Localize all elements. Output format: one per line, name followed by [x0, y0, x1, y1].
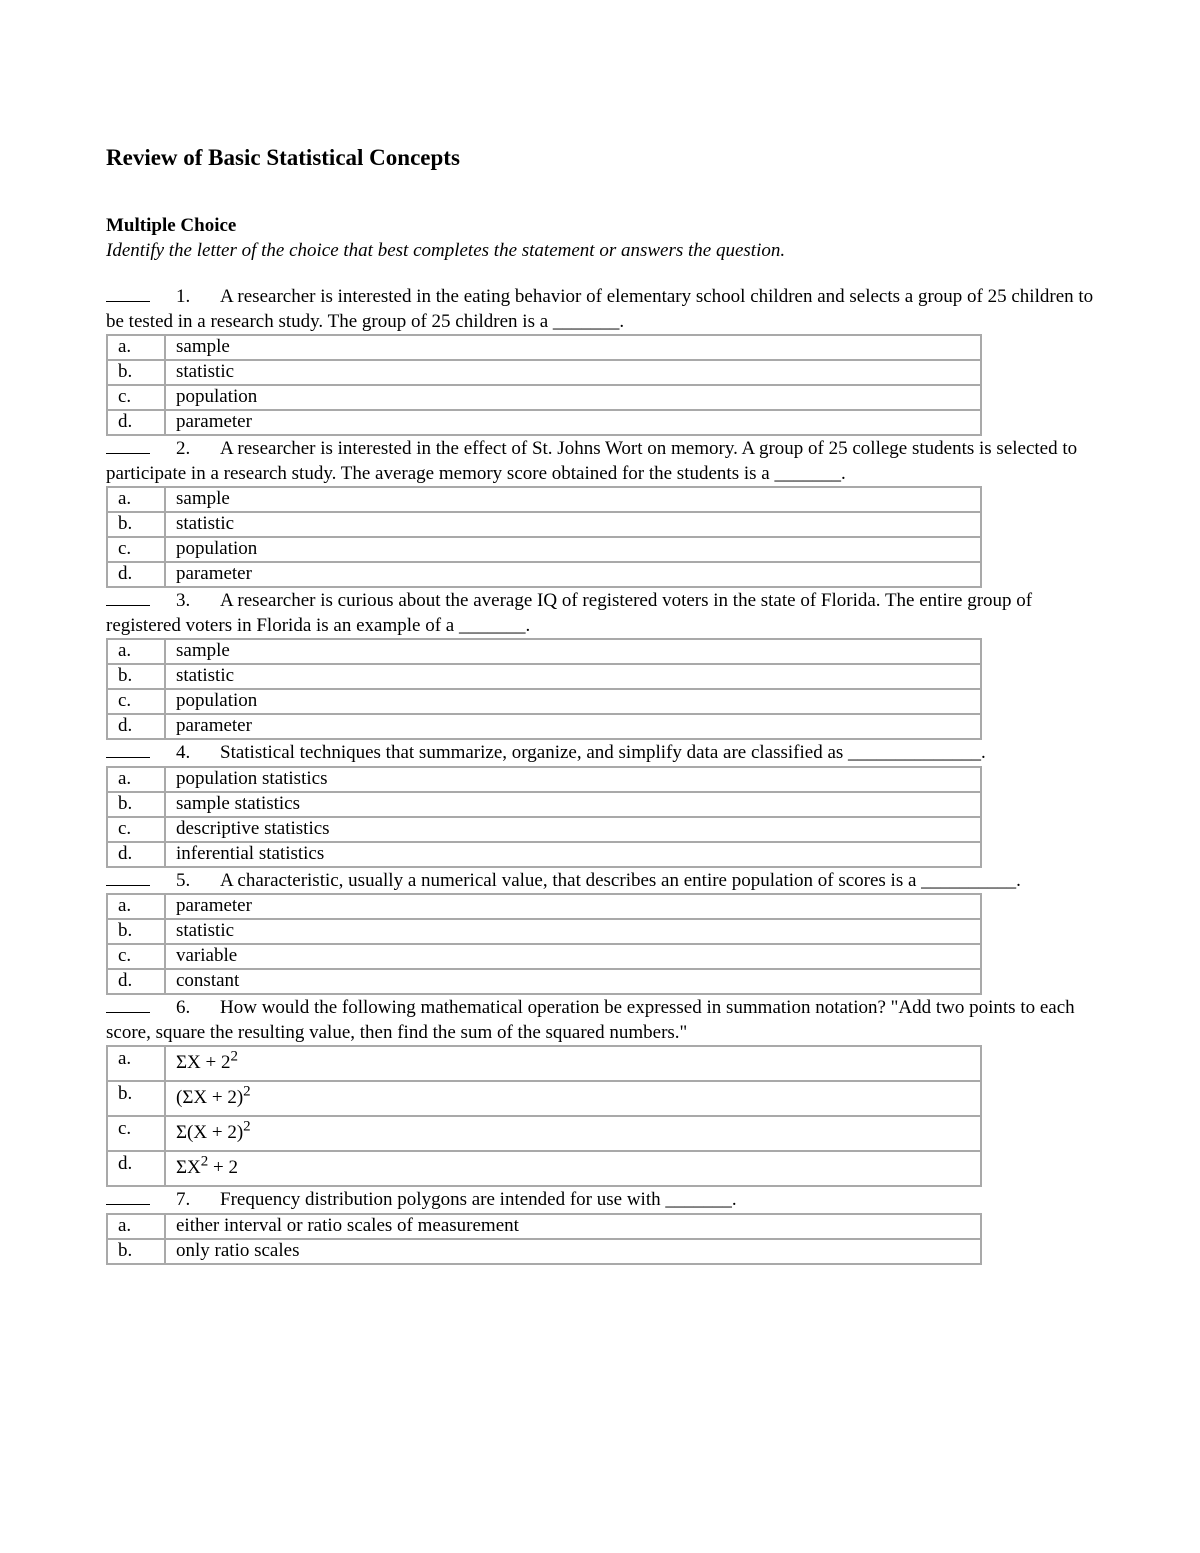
- expression-base: ΣX + 2: [176, 1052, 231, 1073]
- choice-letter: a.: [107, 639, 165, 664]
- question-5: [106, 868, 1096, 996]
- choice-text: parameter: [165, 714, 981, 739]
- question-stem: [106, 868, 1096, 894]
- question-stem: [106, 284, 1096, 334]
- answer-blank[interactable]: [106, 740, 150, 758]
- expression-exponent: 2: [230, 1048, 238, 1065]
- question-text: Frequency distribution polygons are intended for use with _______.: [220, 1189, 737, 1210]
- choice-row[interactable]: [107, 639, 981, 664]
- choice-row[interactable]: [107, 1081, 981, 1116]
- choice-text: sample: [165, 487, 981, 512]
- choice-letter: c.: [107, 689, 165, 714]
- question-number: 6.: [176, 997, 191, 1018]
- question-text: How would the following mathematical operation be expressed in summation notation? "Add two points to each score, square the resulting value, then find the sum of the squared numbers.": [106, 997, 1080, 1043]
- choice-text: statistic: [165, 360, 981, 385]
- choice-row[interactable]: [107, 537, 981, 562]
- answer-blank[interactable]: [106, 588, 150, 606]
- choice-table: [106, 1045, 982, 1187]
- choice-row[interactable]: [107, 944, 981, 969]
- question-number: 5.: [176, 869, 191, 891]
- choice-letter: b.: [107, 360, 165, 385]
- expression-base: ΣX: [176, 1157, 201, 1178]
- question-7: [106, 1187, 1096, 1265]
- choice-row[interactable]: [107, 1151, 981, 1186]
- choice-row[interactable]: [107, 512, 981, 537]
- choice-expression: [165, 1081, 981, 1116]
- expression-exponent: 2: [200, 1153, 209, 1170]
- choice-text: parameter: [165, 410, 981, 435]
- choice-letter: c.: [107, 385, 165, 410]
- question-stem: [106, 995, 1096, 1045]
- choice-letter: b.: [107, 512, 165, 537]
- choice-letter: c.: [107, 817, 165, 842]
- question-text: Statistical techniques that summarize, organize, and simplify data are classified as ______________.: [220, 742, 986, 763]
- answer-blank[interactable]: [106, 1187, 150, 1205]
- choice-expression: [165, 1116, 981, 1151]
- choice-letter: d.: [107, 969, 165, 994]
- choice-row[interactable]: [107, 842, 981, 867]
- choice-letter: d.: [107, 842, 165, 867]
- choice-table: [106, 334, 982, 436]
- choice-row[interactable]: [107, 487, 981, 512]
- choice-letter: a.: [107, 767, 165, 792]
- choice-text: either interval or ratio scales of measurement: [165, 1214, 981, 1239]
- section-heading: Multiple Choice: [106, 215, 237, 236]
- question-number: 1.: [176, 286, 191, 307]
- question-text: A characteristic, usually a numerical value, that describes an entire population of scores is a __________.: [220, 869, 1021, 891]
- answer-blank[interactable]: [106, 995, 150, 1013]
- question-text: A researcher is interested in the effect of St. Johns Wort on memory. A group of 25 college students is selected to participate in a research study. The average memory score obtained for the students is a _______.: [106, 438, 1082, 484]
- choice-letter: a.: [107, 1214, 165, 1239]
- choice-row[interactable]: [107, 817, 981, 842]
- choice-table: [106, 893, 982, 995]
- choice-row[interactable]: [107, 1239, 981, 1264]
- question-list: [106, 284, 1096, 1265]
- answer-blank[interactable]: [106, 284, 150, 302]
- choice-letter: b.: [107, 1081, 165, 1116]
- choice-letter: b.: [107, 919, 165, 944]
- choice-letter: d.: [107, 562, 165, 587]
- answer-blank[interactable]: [106, 868, 150, 886]
- choice-letter: c.: [107, 537, 165, 562]
- choice-text: population: [165, 689, 981, 714]
- choice-text: variable: [165, 944, 981, 969]
- choice-text: statistic: [165, 919, 981, 944]
- choice-row[interactable]: [107, 767, 981, 792]
- question-6: [106, 995, 1096, 1187]
- choice-letter: d.: [107, 714, 165, 739]
- choice-row[interactable]: [107, 714, 981, 739]
- choice-row[interactable]: [107, 919, 981, 944]
- question-4: [106, 740, 1096, 868]
- choice-row[interactable]: [107, 792, 981, 817]
- section-instructions: Identify the letter of the choice that best completes the statement or answers the question.: [106, 240, 786, 261]
- question-stem: [106, 436, 1096, 486]
- question-number: 2.: [176, 438, 191, 459]
- question-stem: [106, 1187, 1096, 1213]
- choice-letter: d.: [107, 410, 165, 435]
- choice-text: population statistics: [165, 767, 981, 792]
- choice-row[interactable]: [107, 385, 981, 410]
- choice-row[interactable]: [107, 894, 981, 919]
- choice-text: population: [165, 537, 981, 562]
- choice-letter: d.: [107, 1151, 165, 1186]
- question-3: [106, 588, 1096, 740]
- document-title: Review of Basic Statistical Concepts: [106, 145, 460, 170]
- question-number: 3.: [176, 590, 191, 611]
- expression-tail: + 2: [208, 1157, 238, 1178]
- choice-text: statistic: [165, 664, 981, 689]
- choice-row[interactable]: [107, 335, 981, 360]
- choice-row[interactable]: [107, 410, 981, 435]
- answer-blank[interactable]: [106, 436, 150, 454]
- choice-row[interactable]: [107, 969, 981, 994]
- choice-letter: a.: [107, 894, 165, 919]
- choice-row[interactable]: [107, 1046, 981, 1081]
- expression-exponent: 2: [243, 1083, 251, 1100]
- choice-letter: b.: [107, 1239, 165, 1264]
- choice-letter: b.: [107, 664, 165, 689]
- expression-base: Σ(X + 2): [176, 1122, 244, 1143]
- question-stem: [106, 588, 1096, 638]
- choice-table: [106, 1213, 982, 1265]
- choice-row[interactable]: [107, 360, 981, 385]
- choice-table: [106, 766, 982, 868]
- choice-text: inferential statistics: [165, 842, 981, 867]
- choice-letter: c.: [107, 1116, 165, 1151]
- choice-table: [106, 486, 982, 588]
- question-text: A researcher is curious about the average IQ of registered voters in the state of Florida. The entire group of registered voters in Florida is an example of a _______.: [106, 590, 1037, 636]
- choice-text: population: [165, 385, 981, 410]
- choice-row[interactable]: [107, 562, 981, 587]
- choice-row[interactable]: [107, 1214, 981, 1239]
- question-2: [106, 436, 1096, 588]
- choice-text: only ratio scales: [165, 1239, 981, 1264]
- choice-letter: b.: [107, 792, 165, 817]
- expression-exponent: 2: [243, 1118, 251, 1135]
- question-stem: [106, 740, 1096, 766]
- choice-text: descriptive statistics: [165, 817, 981, 842]
- choice-letter: a.: [107, 1046, 165, 1081]
- choice-text: sample: [165, 335, 981, 360]
- choice-row[interactable]: [107, 1116, 981, 1151]
- choice-table: [106, 638, 982, 740]
- question-text: A researcher is interested in the eating behavior of elementary school children and selects a group of 25 children to be tested in a research study. The group of 25 children is a _______.: [106, 286, 1098, 332]
- choice-text: parameter: [165, 894, 981, 919]
- choice-text: sample: [165, 639, 981, 664]
- choice-text: sample statistics: [165, 792, 981, 817]
- choice-letter: a.: [107, 487, 165, 512]
- choice-letter: c.: [107, 944, 165, 969]
- choice-letter: a.: [107, 335, 165, 360]
- question-number: 7.: [176, 1189, 191, 1210]
- choice-text: parameter: [165, 562, 981, 587]
- choice-expression: [165, 1046, 981, 1081]
- question-1: [106, 284, 1096, 436]
- choice-text: statistic: [165, 512, 981, 537]
- choice-expression: [165, 1151, 981, 1186]
- expression-base: (ΣX + 2): [176, 1087, 244, 1108]
- question-number: 4.: [176, 742, 191, 763]
- choice-row[interactable]: [107, 664, 981, 689]
- choice-row[interactable]: [107, 689, 981, 714]
- choice-text: constant: [165, 969, 981, 994]
